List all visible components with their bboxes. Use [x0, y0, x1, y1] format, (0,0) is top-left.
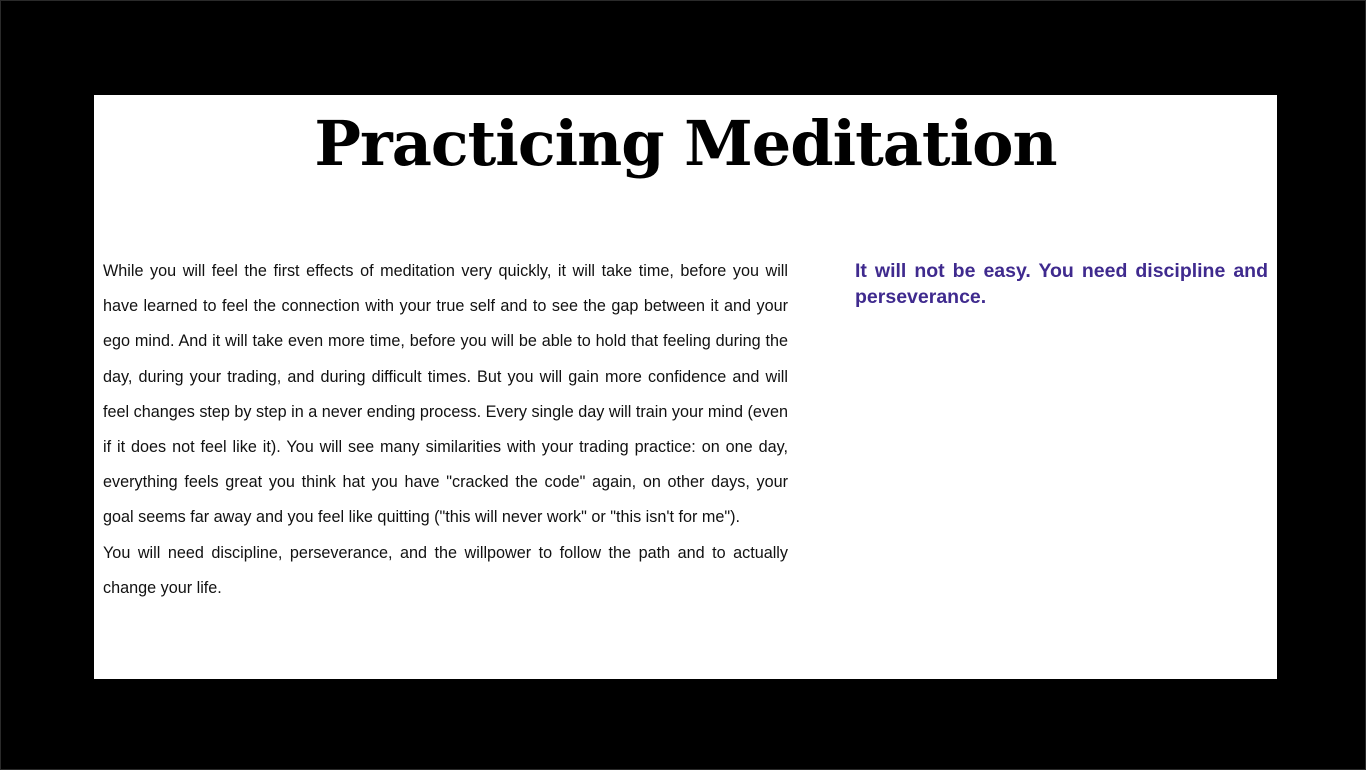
- body-paragraph-1: While you will feel the first effects of meditation very quickly, it will take time, before you will have learned to feel the connection with your true self and to see the gap between it and your ego mind. And it will take even more time, before you will be able to hold that feeling during the day, during your trading, and during difficult times. But you will gain more confidence and will feel changes step by step in a never ending process. Every single day will train your mind (even if it does not feel like it). You will see many similarities with your trading practice: on one day, everything feels great you think hat you have "cracked the code" again, on other days, your goal seems far away and you feel like quitting ("this will never work" or "this isn't for me").: [103, 262, 788, 527]
- slide-title: Practicing Meditation: [314, 107, 1057, 180]
- slide[interactable]: [94, 95, 1277, 679]
- callout-text: It will not be easy. You need discipline and perseverance.: [855, 260, 1268, 308]
- body-paragraph-2: You will need discipline, perseverance, and the willpower to follow the path and to actually change your life.: [103, 543, 788, 597]
- body-text: [103, 254, 788, 606]
